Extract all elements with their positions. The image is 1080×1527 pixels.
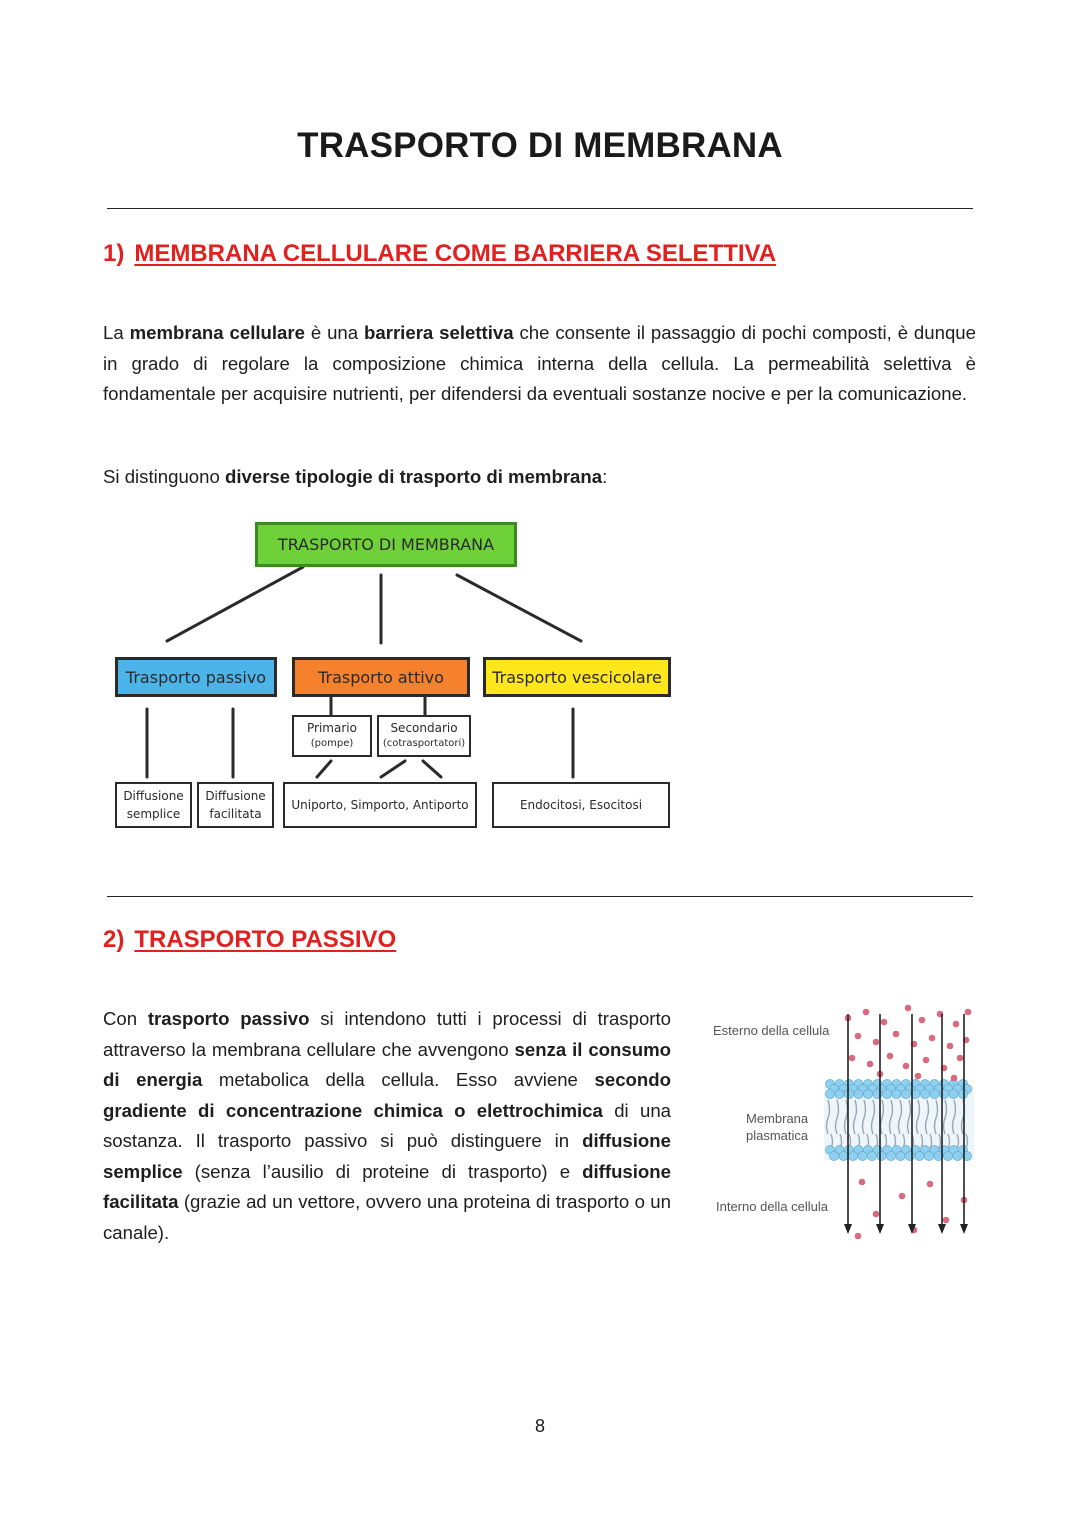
- text-run: è una: [304, 322, 365, 343]
- page-number: 8: [534, 1416, 545, 1436]
- lipid-head: [863, 1089, 872, 1098]
- node-secondario-sub: (cotrasportatori): [382, 738, 466, 749]
- solute-molecule: [951, 1075, 958, 1082]
- text-run: Si distinguono: [103, 466, 225, 487]
- lipid-head: [886, 1151, 895, 1160]
- section-1-paragraph-2: [103, 462, 976, 493]
- lipid-head: [848, 1151, 857, 1160]
- solute-molecule: [863, 1009, 870, 1016]
- section-1-title: MEMBRANA CELLULARE COME BARRIERA SELETTIVA: [134, 240, 777, 267]
- node-secondario: [377, 715, 471, 757]
- node-active: Trasporto attivo: [292, 657, 470, 697]
- lipid-head: [930, 1089, 939, 1098]
- solute-molecule: [929, 1035, 936, 1042]
- lipid-head: [844, 1089, 853, 1098]
- text-run: si intendono tutti i processi di trasporto attraverso la membrana cellulare che avvengono: [103, 1008, 671, 1060]
- solute-molecule: [905, 1005, 912, 1012]
- solute-molecule: [927, 1181, 934, 1188]
- lipid-head: [835, 1089, 844, 1098]
- node-primario: [292, 715, 372, 757]
- lipid-head: [867, 1151, 876, 1160]
- node-diffusione-facilitata: Diffusione facilitata: [197, 782, 274, 828]
- lipid-head: [829, 1151, 838, 1160]
- section-2-paragraph-1: [103, 1004, 671, 1248]
- solute-molecule: [873, 1039, 880, 1046]
- lipid-head: [825, 1089, 834, 1098]
- text-run: (senza l’ausilio di proteine di trasporto) e: [182, 1160, 583, 1182]
- solute-molecule: [899, 1193, 906, 1200]
- lipid-head: [939, 1089, 948, 1098]
- solute-molecule: [923, 1057, 930, 1064]
- section-2-heading: [103, 926, 396, 954]
- solute-molecule: [867, 1061, 874, 1068]
- lipid-head: [915, 1151, 924, 1160]
- text-run: trasporto passivo: [147, 1008, 310, 1029]
- divider: [107, 208, 973, 209]
- node-primario-label: Primario: [307, 721, 357, 735]
- solute-molecule: [965, 1009, 972, 1016]
- node-uniporto: Uniporto, Simporto, Antiporto: [283, 782, 477, 828]
- lipid-head: [920, 1089, 929, 1098]
- node-vesicular: Trasporto vescicolare: [483, 657, 671, 697]
- outside-label: Esterno della cellula: [713, 1023, 830, 1038]
- node-root: TRASPORTO DI MEMBRANA: [255, 522, 517, 567]
- connector-root-passive: [167, 567, 303, 641]
- divider: [107, 896, 973, 897]
- solute-molecule: [887, 1053, 894, 1060]
- text-run: Con: [103, 1008, 148, 1029]
- connector-secondario-uniporto-b: [423, 761, 441, 777]
- text-run: (grazie ad un vettore, ovvero una proteina di trasporto o un canale).: [103, 1191, 671, 1243]
- node-secondario-label: Secondario: [390, 721, 458, 735]
- transport-diagram: [105, 515, 675, 835]
- solute-molecule: [855, 1233, 862, 1240]
- page-title: TRASPORTO DI MEMBRANA: [297, 126, 783, 165]
- lipid-head: [877, 1151, 886, 1160]
- lipid-head: [854, 1089, 863, 1098]
- membrane-illustration: [818, 1000, 978, 1245]
- solute-molecule: [849, 1055, 856, 1062]
- solute-molecule: [873, 1211, 880, 1218]
- solute-molecule: [947, 1043, 954, 1050]
- lipid-head: [943, 1151, 952, 1160]
- section-1-paragraph-1: [103, 318, 976, 410]
- solute-molecule: [915, 1073, 922, 1080]
- connector-secondario-uniporto-a: [381, 761, 405, 777]
- solute-molecule: [919, 1017, 926, 1024]
- section-1-number: 1): [103, 240, 125, 267]
- solute-molecule: [893, 1031, 900, 1038]
- node-endocitosi: Endocitosi, Esocitosi: [492, 782, 670, 828]
- solute-molecule: [953, 1021, 960, 1028]
- lipid-head: [924, 1151, 933, 1160]
- diffusion-arrow-head: [938, 1224, 946, 1234]
- section-2-title: TRASPORTO PASSIVO: [134, 926, 397, 953]
- text-run: di una sostanza. Il trasporto passivo si può distinguere in: [103, 1099, 672, 1151]
- lipid-head: [953, 1151, 962, 1160]
- connector-root-vesicular: [457, 575, 581, 641]
- diffusion-arrow-head: [876, 1224, 884, 1234]
- solute-molecule: [943, 1217, 950, 1224]
- inside-label: Interno della cellula: [716, 1199, 829, 1214]
- lipid-head: [949, 1089, 958, 1098]
- node-diffusione-semplice: Diffusione semplice: [115, 782, 192, 828]
- text-run: :: [602, 466, 608, 487]
- diffusion-arrow-head: [960, 1224, 968, 1234]
- diffusion-arrow-head: [844, 1224, 852, 1234]
- solute-molecule: [855, 1033, 862, 1040]
- text-run: senza il consumo di energia: [103, 1038, 671, 1090]
- lipid-head: [958, 1089, 967, 1098]
- text-run: barriera selettiva: [364, 322, 514, 343]
- connector-primario-uniporto: [317, 761, 331, 777]
- node-primario-sub: (pompe): [310, 738, 354, 749]
- lipid-head: [882, 1089, 891, 1098]
- lipid-head: [858, 1151, 867, 1160]
- lipid-head: [839, 1151, 848, 1160]
- text-run: La: [103, 322, 130, 343]
- solute-molecule: [903, 1063, 910, 1070]
- solute-molecule: [957, 1055, 964, 1062]
- solute-molecule: [881, 1019, 888, 1026]
- text-run: che consente il passaggio di pochi composti, è dunque in grado di regolare la composizione chimica interna della cellula. La permeabilità selettiva è fondamentale per acquisire nutrienti, per difendersi da eventuali sostanze nocive e per la comunicazione.: [103, 322, 976, 404]
- lipid-head: [905, 1151, 914, 1160]
- lipid-bilayer: [824, 1079, 974, 1160]
- text-run: diffusione facilitata: [103, 1160, 671, 1212]
- lipid-head: [892, 1089, 901, 1098]
- text-run: diverse tipologie di trasporto di membrana: [224, 466, 603, 487]
- text-run: diffusione semplice: [103, 1130, 671, 1182]
- node-passive: Trasporto passivo: [115, 657, 277, 697]
- lipid-head: [901, 1089, 910, 1098]
- lipid-head: [896, 1151, 905, 1160]
- text-run: secondo gradiente di concentrazione chimica o elettrochimica: [103, 1069, 671, 1121]
- solute-molecule: [859, 1179, 866, 1186]
- membrane-figure: [708, 1000, 978, 1245]
- text-run: metabolica della cellula. Esso avviene: [202, 1069, 595, 1090]
- section-2-number: 2): [103, 926, 125, 953]
- section-1-heading: [103, 240, 776, 268]
- membrane-label: Membrana plasmatica: [746, 1111, 809, 1143]
- text-run: membrana cellulare: [129, 322, 305, 343]
